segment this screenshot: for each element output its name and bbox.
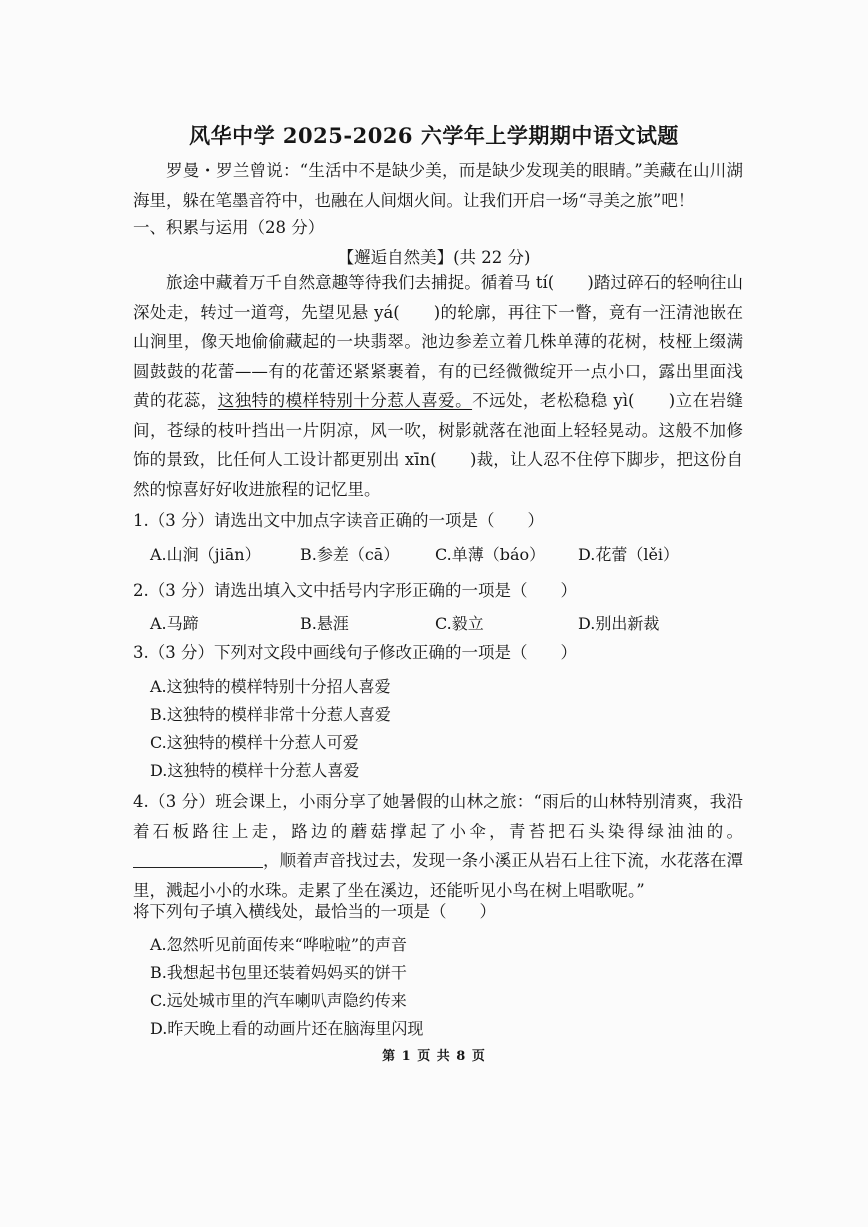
option-a[interactable]: A.马蹄 bbox=[150, 614, 199, 633]
question-4-option-d[interactable]: D.昨天晚上看的动画片还在脑海里闪现 bbox=[150, 1019, 424, 1038]
page-title: 风华中学 2025-2026 六学年上学期期中语文试题 bbox=[189, 123, 679, 148]
question-3-stem: 3.（3 分）下列对文段中画线句子修改正确的一项是（ ） bbox=[133, 643, 577, 662]
option-c[interactable]: C.单薄（báo） bbox=[435, 545, 546, 564]
question-4-stem bbox=[133, 787, 743, 905]
question-3-option-a[interactable]: A.这独特的模样特别十分招人喜爱 bbox=[150, 677, 391, 696]
intro-paragraph: 罗曼・罗兰曾说：“生活中不是缺少美，而是缺少发现美的眼睛。”美藏在山川湖海里，躲在笔墨音符中，也融在人间烟火间。让我们开启一场“寻美之旅”吧！ bbox=[133, 161, 743, 210]
underlined-sentence: 这独特的模样特别十分惹人喜爱。 bbox=[217, 391, 473, 410]
question-4-option-c[interactable]: C.远处城市里的汽车喇叭声隐约传来 bbox=[150, 991, 407, 1010]
question-3-option-b[interactable]: B.这独特的模样非常十分惹人喜爱 bbox=[150, 705, 391, 724]
question-1-stem: 1.（3 分）请选出文中加点字读音正确的一项是（ ） bbox=[133, 511, 544, 530]
passage-part-1: 旅途中藏着万千自然意趣等待我们去捕捉。循着马 tí( )踏过碎石的轻响往山深处走，转过一道弯，先望见悬 yá( )的轮廓，再往下一瞥，竟有一汪清池嵌在山涧里，像天地偷偷藏起的一块翡翠。池边参差立着几株单薄的花树，枝桠上缀满圆鼓鼓的花蕾——有的花蕾还紧紧裹着，有的已经微微绽开一点小口，露出里面浅黄的花蕊， bbox=[133, 273, 743, 410]
question-3-option-d[interactable]: D.这独特的模样十分惹人喜爱 bbox=[150, 761, 360, 780]
question-3-option-c[interactable]: C.这独特的模样十分惹人可爱 bbox=[150, 733, 359, 752]
question-4-stem-part-2: ，顺着声音找过去，发现一条小溪正从岩石上往下流，水花落在潭里，溅起小小的水珠。走累了坐在溪边，还能听见小鸟在树上唱歌呢。” bbox=[133, 851, 743, 900]
section-heading: 一、积累与运用（28 分） bbox=[133, 218, 325, 237]
option-b[interactable]: B.悬涯 bbox=[300, 614, 349, 633]
subsection-heading: 【邂逅自然美】(共 22 分) bbox=[337, 248, 531, 267]
option-a[interactable]: A.山涧（jiān） bbox=[150, 545, 261, 564]
question-4-stem-part-1: 4.（3 分）班会课上，小雨分享了她暑假的山林之旅：“雨后的山林特别清爽，我沿着石板路往上走，路边的蘑菇撑起了小伞，青苔把石头染得绿油油的。 bbox=[133, 792, 743, 841]
passage-part-2: 不远处，老松稳稳 yì( )立在岩缝间，苍绿的枝叶挡出一片阴凉，风一吹，树影就落在池面上轻轻晃动。这般不加修饰的景致，比任何人工设计都更别出 xīn( )裁，让人忍不住停下脚步，把这份自然的惊喜好好收进旅程的记忆里。 bbox=[133, 391, 744, 499]
question-4-option-a[interactable]: A.忽然听见前面传来“哗啦啦”的声音 bbox=[150, 935, 408, 954]
option-d[interactable]: D.花蕾（lěi） bbox=[578, 545, 680, 564]
answer-blank[interactable] bbox=[133, 849, 263, 868]
option-d[interactable]: D.别出新裁 bbox=[578, 614, 660, 633]
question-2-stem: 2.（3 分）请选出填入文中括号内字形正确的一项是（ ） bbox=[133, 581, 577, 600]
reading-passage bbox=[133, 268, 743, 504]
page-footer: 第 1 页 共 8 页 bbox=[382, 1049, 486, 1064]
option-b[interactable]: B.参差（cā） bbox=[300, 545, 400, 564]
question-4-prompt: 将下列句子填入横线处，最恰当的一项是（ ） bbox=[133, 902, 496, 921]
option-c[interactable]: C.毅立 bbox=[435, 614, 484, 633]
question-4-option-b[interactable]: B.我想起书包里还装着妈妈买的饼干 bbox=[150, 963, 407, 982]
